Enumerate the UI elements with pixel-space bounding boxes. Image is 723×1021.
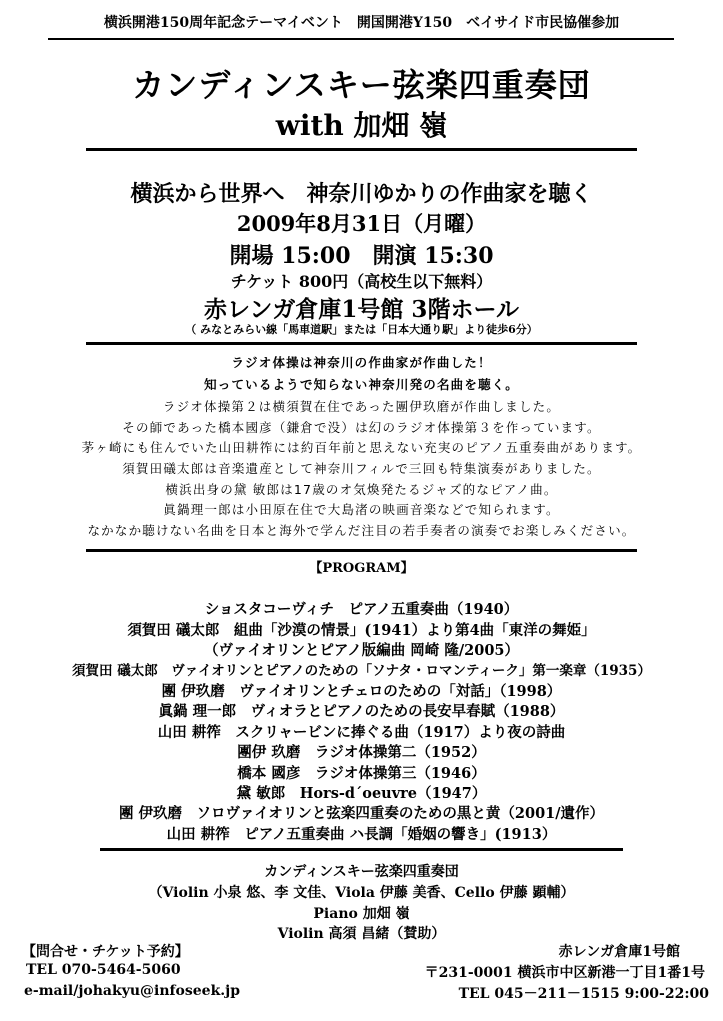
- program-item: 團 伊玖磨 ヴァイオリンとチェロのための「対話」（1998）: [161, 683, 562, 700]
- program-item: 須賀田 礒太郎 ヴァイオリンとピアノのための「ソナタ・ロマンティーク」第一楽章（1935）: [72, 663, 651, 679]
- program-item: 黛 敏郎 Hors-d´oeuvre（1947）: [236, 785, 487, 802]
- description-line: 茅ヶ崎にも住んでいた山田耕筰には約百年前と思えない充実のピアノ五重奏曲があります。: [81, 440, 642, 455]
- description-line: その師であった橋本國彦（鎌倉で没）は幻のラジオ体操第３を作っています。: [122, 420, 601, 435]
- description-line: 須賀田礒太郎は音楽遺産として神奈川フィルで三回も特集演奏がありました。: [122, 461, 601, 476]
- description-line: 横浜出身の黛 敏郎は17歳のオ気煥発たるジャズ的なピアノ曲。: [165, 482, 558, 497]
- program-item: （ヴァイオリンとピアノ版編曲 岡崎 隆/2005）: [203, 642, 519, 659]
- description-line: 眞鍋理一郎は小田原在住で大島渚の映画音楽などで知られます。: [163, 502, 560, 517]
- venue-name: 赤レンガ倉庫1号館 3階ホール: [204, 296, 519, 323]
- description-line: なかなか聴けない名曲を日本と海外で学んだ注目の若手奏者の演奏でお楽しみください。: [87, 523, 636, 538]
- program-item: 山田 耕筰 ピアノ五重奏曲 ハ長調「婚姻の響き」(1913）: [166, 826, 557, 843]
- program-item: 橋本 國彦 ラジオ体操第三（1946）: [237, 765, 486, 782]
- description-line: ラジオ体操第２は横須賀在住であった團伊玖磨が作曲しました。: [162, 399, 561, 414]
- title-rule: [86, 148, 637, 151]
- contact-tel: TEL 070-5464-5060: [26, 962, 181, 978]
- program-item: 眞鍋 理一郎 ヴィオラとピアノのための長安早春賦（1988）: [158, 703, 565, 720]
- details-rule: [86, 342, 637, 345]
- event-subtitle: 横浜から世界へ 神奈川ゆかりの作曲家を聴く: [130, 181, 593, 207]
- venue-info-address: 〒231-0001 横浜市中区新港一丁目1番1号: [424, 965, 705, 981]
- venue-info-tel: TEL 045－211－1515 9:00-22:00: [458, 986, 709, 1002]
- access-note: （ みなとみらい線「馬車道駅」または「日本大通り駅」より徒歩6分）: [185, 323, 538, 336]
- program-rule: [100, 848, 623, 851]
- with-performer: with 加畑 嶺: [275, 109, 448, 142]
- program-item: ショスタコーヴィチ ピアノ五重奏曲（1940）: [204, 601, 519, 618]
- event-header: 横浜開港150周年記念テーマイベント 開国開港Y150 ベイサイド市民協催参加: [103, 15, 620, 31]
- main-title: カンディンスキー弦楽四重奏団: [132, 66, 591, 104]
- description-rule: [86, 549, 637, 552]
- description-line: 知っているようで知らない神奈川発の名曲を聴く。: [204, 377, 519, 392]
- event-times: 開場 15:00 開演 15:30: [229, 243, 494, 269]
- ensemble-piano: Piano 加畑 嶺: [313, 906, 410, 922]
- program-item: 團伊 玖磨 ラジオ体操第二（1952）: [237, 744, 486, 761]
- program-item: 山田 耕筰 スクリャービンに捧ぐる曲（1917）より夜の詩曲: [157, 724, 566, 741]
- program-item: 團 伊玖磨 ソロヴァイオリンと弦楽四重奏のための黒と黄（2001/遺作）: [118, 805, 605, 822]
- ensemble-name: カンディンスキー弦楽四重奏団: [264, 864, 459, 880]
- description-line: ラジオ体操は神奈川の作曲家が作曲した！: [231, 355, 492, 370]
- program-item: 須賀田 礒太郎 組曲「沙漠の情景」(1941）より第4曲「東洋の舞姫」: [127, 622, 596, 639]
- contact-heading: 【問合せ・チケット予約】: [22, 944, 189, 960]
- ensemble-violin: Violin 高須 昌緒（賛助）: [277, 926, 446, 942]
- venue-info-name: 赤レンガ倉庫1号館: [558, 944, 680, 960]
- contact-email[interactable]: e-mail/johakyu@infoseek.jp: [24, 983, 241, 999]
- ticket-price: チケット 800円（高校生以下無料）: [230, 272, 493, 291]
- header-rule: [48, 38, 674, 40]
- program-title: 【PROGRAM】: [309, 561, 414, 576]
- event-date: 2009年8月31日（月曜）: [236, 211, 487, 236]
- ensemble-members: （Violin 小泉 悠、李 文佳、Viola 伊藤 美香、Cello 伊藤 顕輔）: [148, 885, 575, 901]
